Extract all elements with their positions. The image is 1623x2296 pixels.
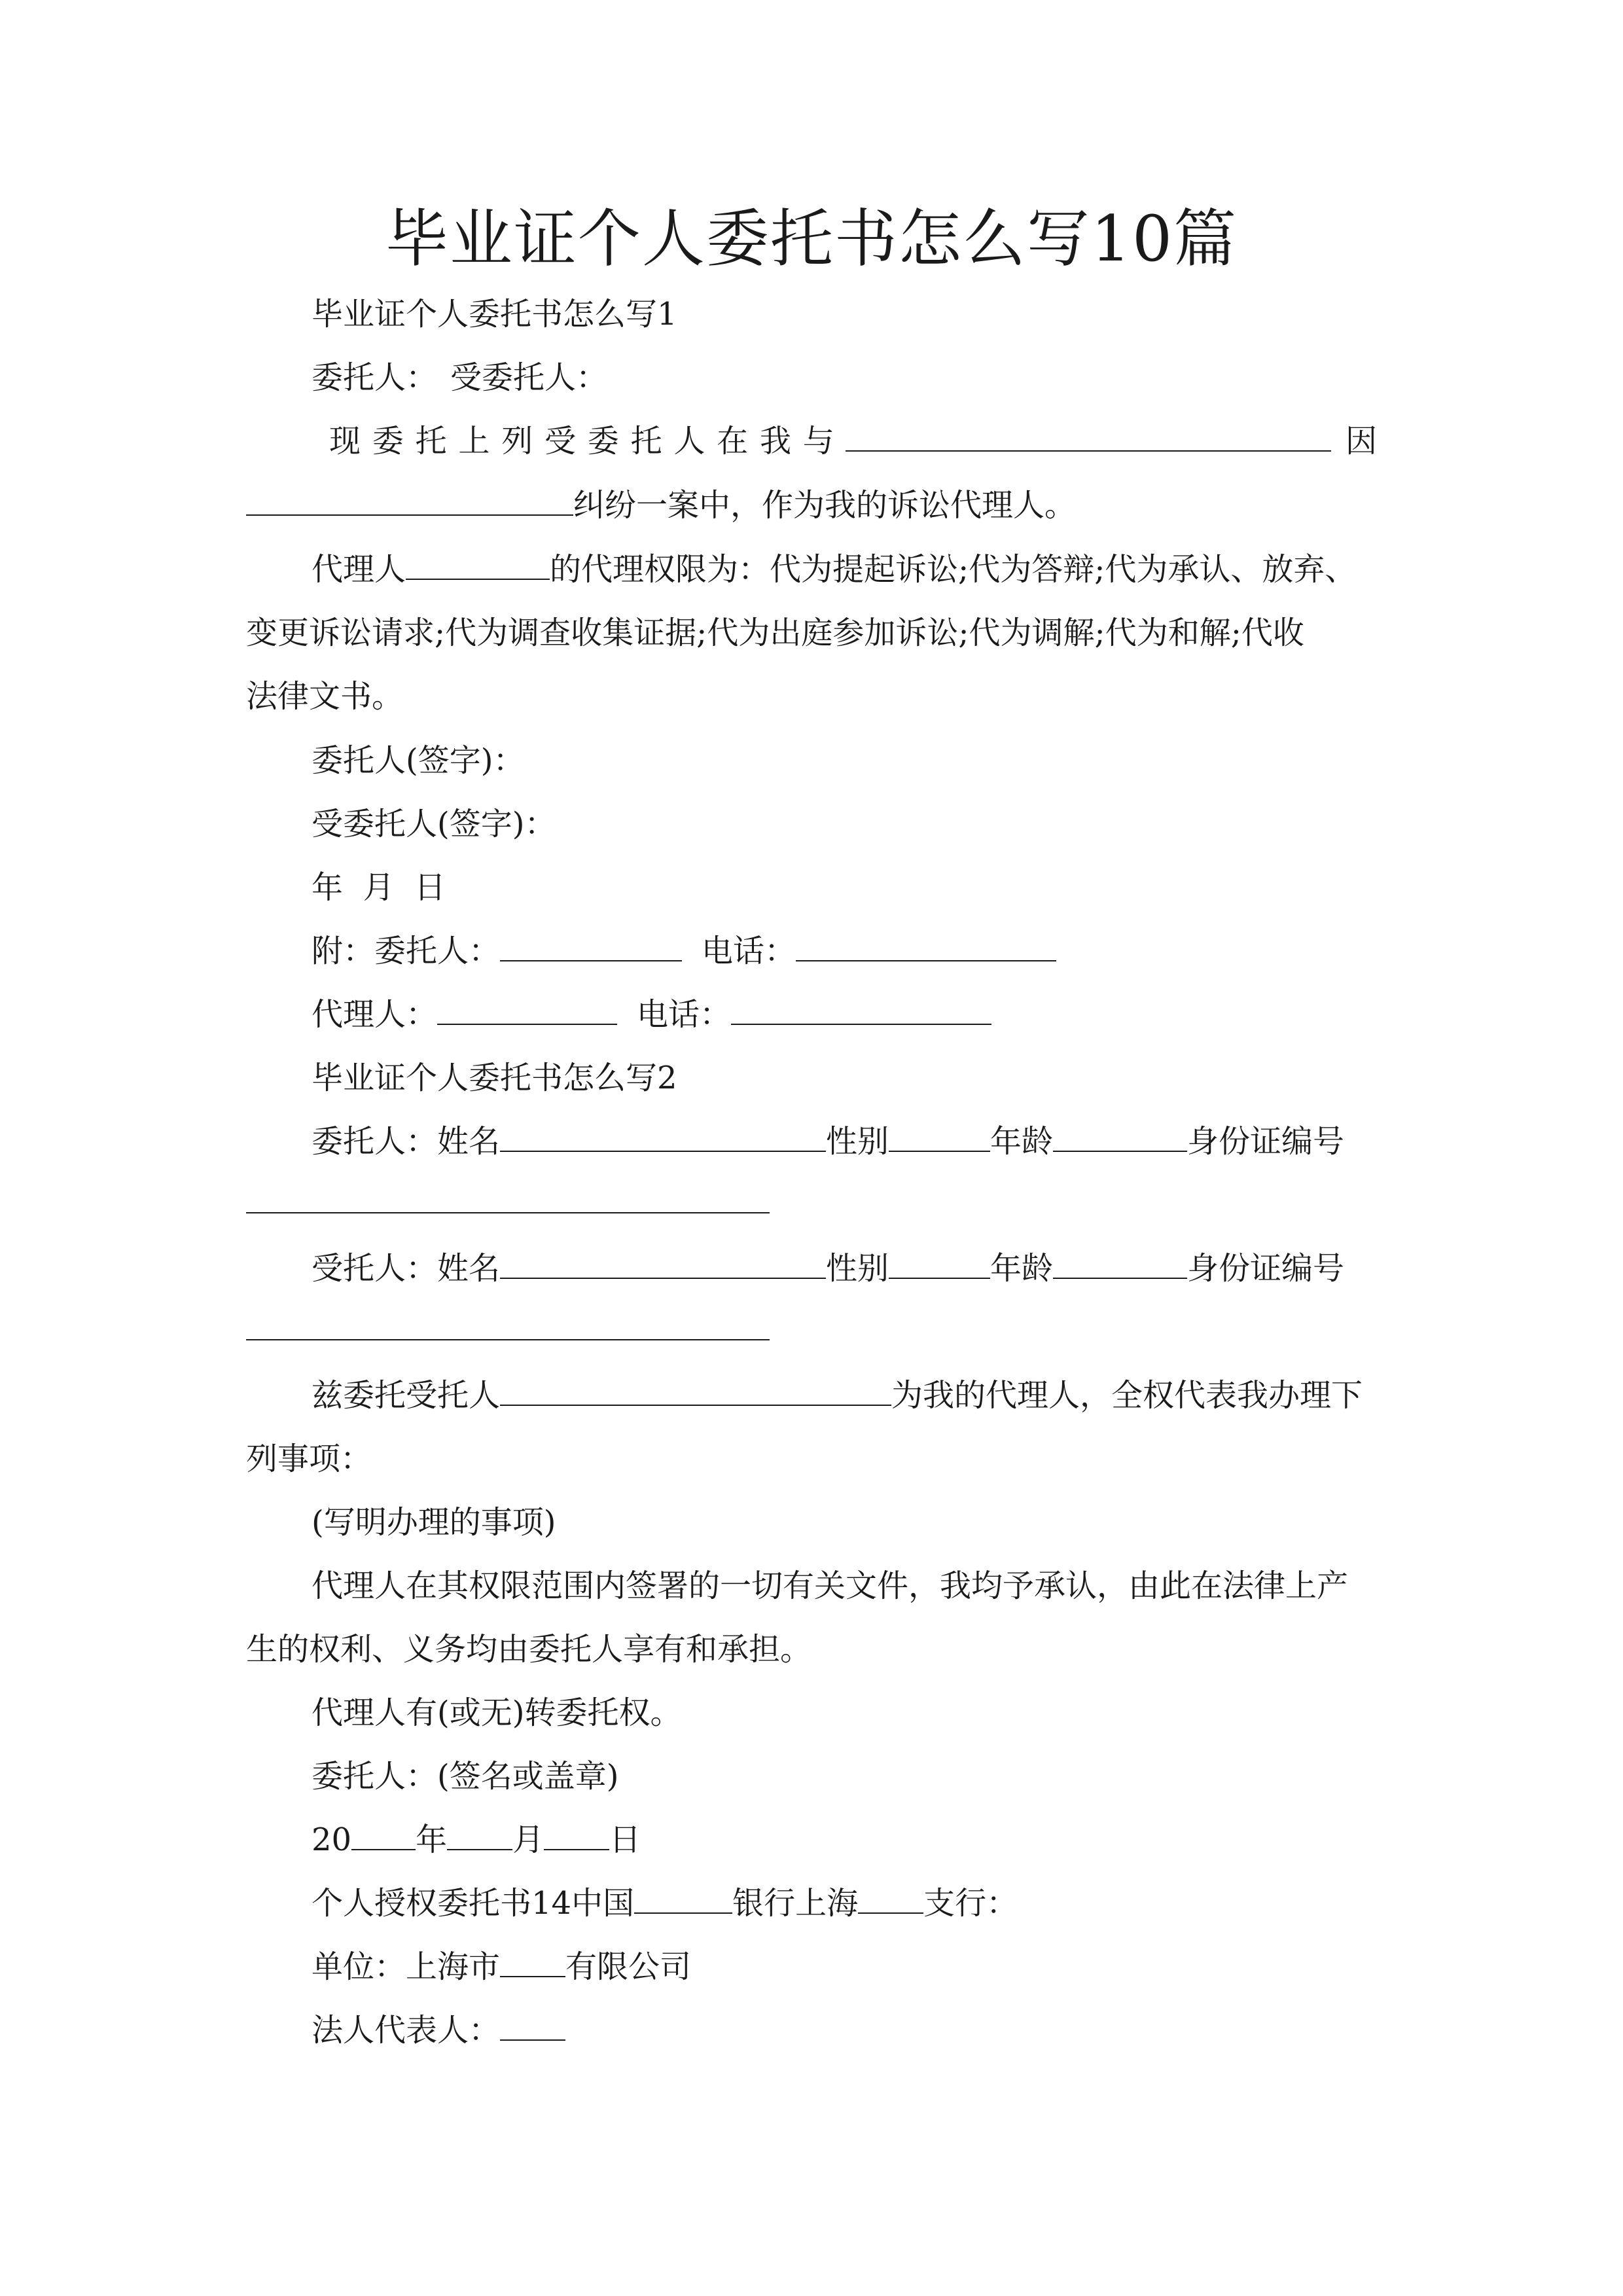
date-line-2: 20 年 月 日	[312, 1819, 1377, 1861]
date-line: 年 月 日	[312, 869, 446, 906]
agent-signature: 受委托人(签字)：	[312, 806, 556, 842]
blank-line	[447, 1819, 512, 1850]
blank-line	[634, 1882, 732, 1914]
unit-line: 单位：上海市 有限公司	[312, 1946, 1377, 1988]
blank-line	[246, 1309, 770, 1340]
principal-label: 委托人：	[312, 359, 438, 396]
principal-sign-line: 委托人：(签名或盖章)	[312, 1758, 619, 1795]
blank-line	[437, 994, 617, 1025]
entrust-agent-line-2: 列事项：	[246, 1441, 372, 1477]
blank-line	[858, 1882, 923, 1914]
agent-scope-line-1: 代理人 的代理权限为：代为提起诉讼;代为答辩;代为承认、放弃、	[312, 548, 1377, 590]
blank-line	[500, 1121, 826, 1152]
agent-id-blank	[246, 1309, 1377, 1351]
entrust-agent-line: 兹委托受托人 为我的代理人，全权代表我办理下	[312, 1374, 1377, 1416]
section-2-heading: 毕业证个人委托书怎么写2	[312, 1060, 677, 1096]
blank-line	[246, 1182, 770, 1213]
attach-agent-line: 代理人： 电话：	[312, 994, 1377, 1035]
agent-label: 受委托人：	[450, 359, 608, 396]
blank-line	[500, 1946, 565, 1977]
matter-line: (写明办理的事项)	[312, 1504, 556, 1541]
agent-scope-line-2: 变更诉讼请求;代为调查收集证据;代为出庭参加诉讼;代为调解;代为和解;代收	[246, 615, 1304, 651]
principal-info-line: 委托人：姓名 性别 年龄 身份证编号	[312, 1121, 1377, 1162]
blank-line	[246, 484, 573, 516]
section-1-heading: 毕业证个人委托书怎么写1	[312, 296, 677, 332]
entrust-end: 因	[1345, 423, 1377, 459]
principal-signature: 委托人(签字)：	[312, 742, 525, 779]
blank-line	[889, 1247, 990, 1279]
agent-scope-line-3: 法律文书。	[246, 678, 404, 715]
blank-line	[1053, 1121, 1187, 1152]
blank-line	[731, 994, 991, 1025]
blank-line	[500, 2009, 565, 2041]
blank-line	[500, 930, 682, 961]
agent-info-line: 受托人：姓名 性别 年龄 身份证编号	[312, 1247, 1377, 1289]
blank-line	[500, 1247, 826, 1279]
legal-rep-line: 法人代表人：	[312, 2009, 1377, 2051]
blank-line	[1053, 1247, 1187, 1279]
blank-line	[889, 1121, 990, 1152]
blank-line	[846, 420, 1331, 452]
principal-id-blank	[246, 1182, 1377, 1224]
confirm-line-2: 生的权利、义务均由委托人享有和承担。	[246, 1631, 812, 1668]
attach-principal-line: 附：委托人： 电话：	[312, 930, 1377, 972]
blank-line	[796, 930, 1056, 961]
confirm-line-1: 代理人在其权限范围内签署的一切有关文件，我均予承认，由此在法律上产	[312, 1568, 1349, 1604]
entrust-line	[329, 420, 1377, 462]
blank-line	[500, 1374, 891, 1406]
blank-line	[351, 1819, 416, 1850]
entrust-text: 现 委 托 上 列 受 委 托 人 在 我 与	[329, 423, 834, 459]
bank-line: 个人授权委托书14中国 银行上海 支行：	[312, 1882, 1377, 1924]
blank-line	[406, 548, 550, 580]
parties-line	[312, 357, 1377, 399]
dispute-line: 纠纷一案中，作为我的诉讼代理人。	[246, 484, 1377, 526]
blank-line	[544, 1819, 609, 1850]
document-title: 毕业证个人委托书怎么写10篇	[385, 202, 1238, 276]
transfer-line: 代理人有(或无)转委托权。	[312, 1695, 682, 1731]
